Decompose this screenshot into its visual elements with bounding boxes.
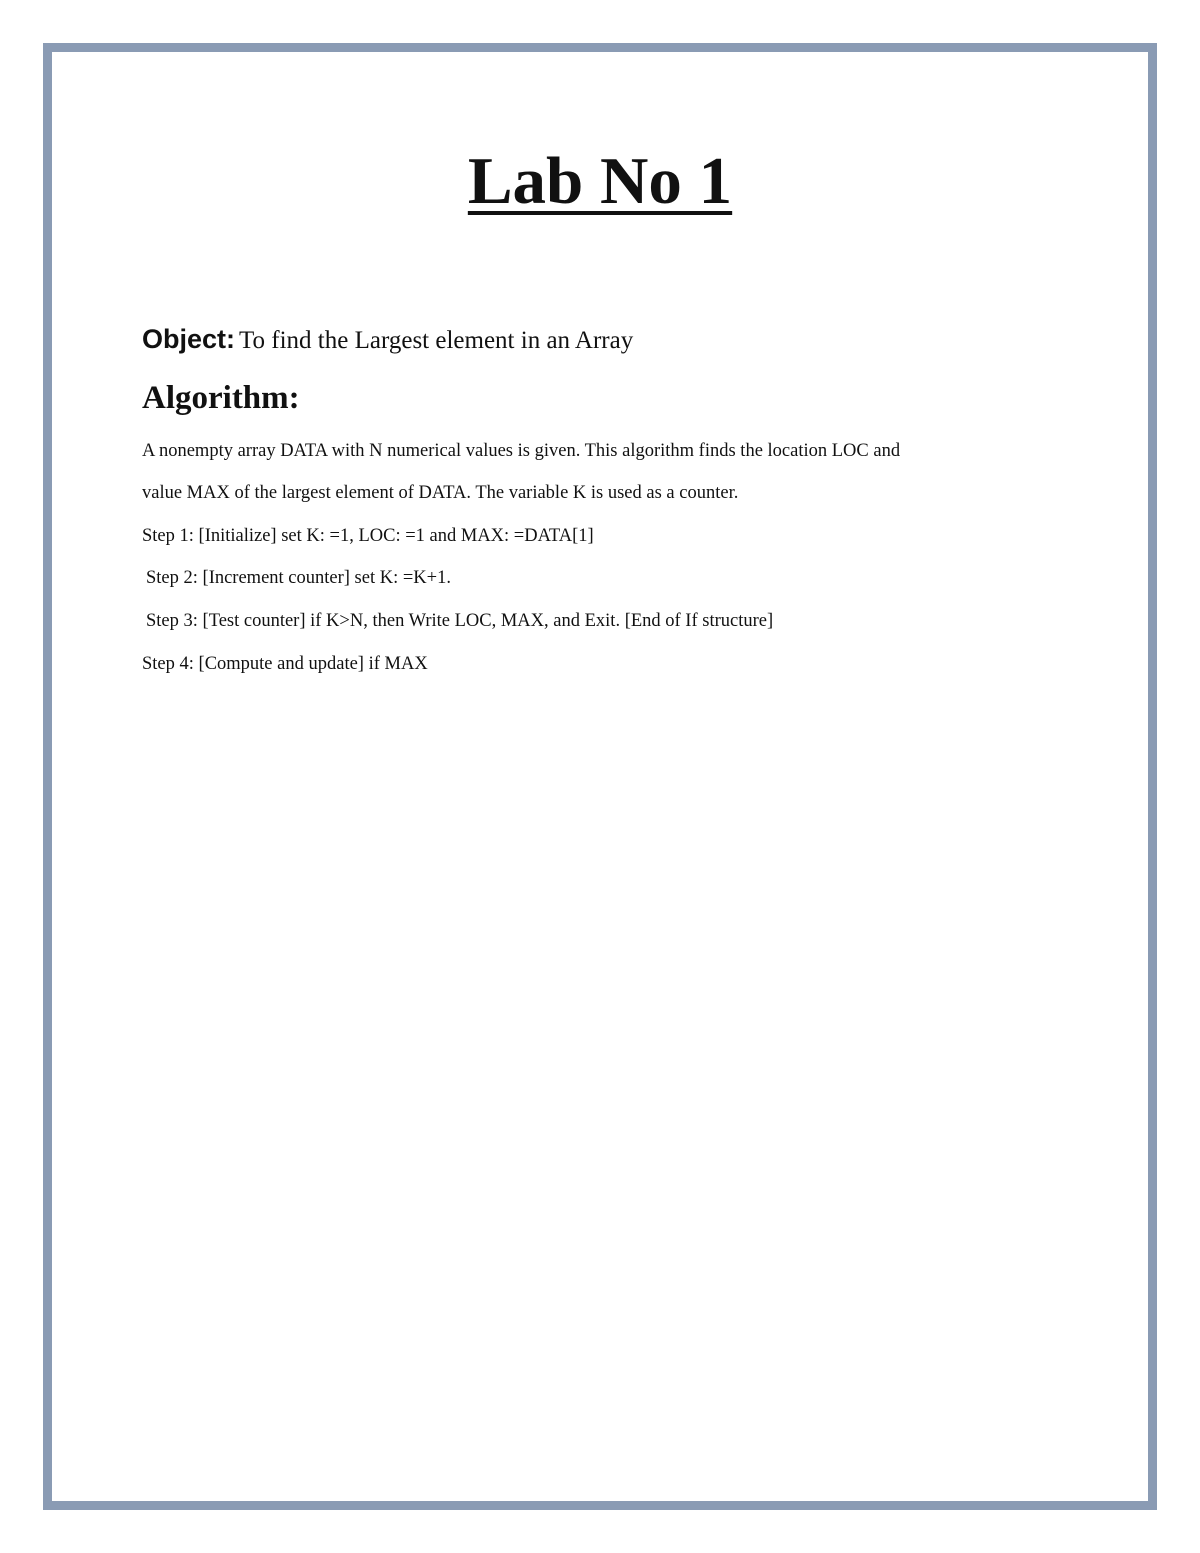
description-line-1: A nonempty array DATA with N numerical values is given. This algorithm finds the location LOC and bbox=[142, 441, 901, 461]
algorithm-heading: Algorithm: bbox=[142, 380, 300, 416]
page-border-frame bbox=[43, 43, 1157, 1510]
object-text: To find the Largest element in an Array bbox=[239, 327, 634, 354]
page-title bbox=[0, 144, 1200, 218]
step-1: Step 1: [Initialize] set K: =1, LOC: =1 and MAX: =DATA[1] bbox=[142, 526, 594, 546]
step-4: Step 4: [Compute and update] if MAX bbox=[142, 654, 428, 674]
description-line-2: value MAX of the largest element of DATA. The variable K is used as a counter. bbox=[142, 483, 739, 503]
step-3: Step 3: [Test counter] if K>N, then Write LOC, MAX, and Exit. [End of If structure] bbox=[146, 611, 774, 631]
page-title-text: Lab No 1 bbox=[467, 144, 733, 218]
step-2: Step 2: [Increment counter] set K: =K+1. bbox=[146, 568, 451, 588]
object-label: Object: bbox=[142, 324, 236, 354]
object-statement bbox=[142, 325, 633, 355]
